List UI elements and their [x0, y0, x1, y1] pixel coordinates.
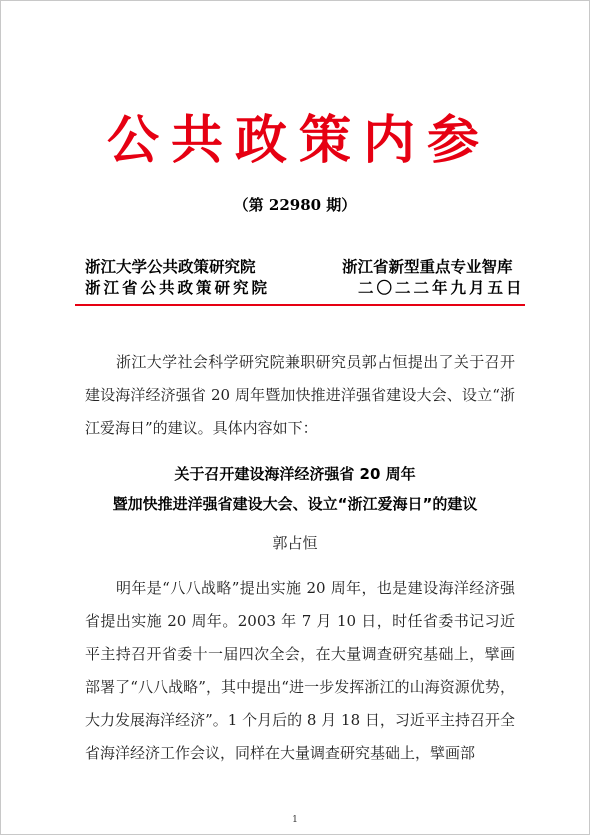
header-date: 二〇二二年九月五日	[358, 279, 525, 297]
page-number: 1	[292, 815, 298, 825]
article-title-line-2: 暨加快推进洋强省建设大会、设立“浙江爱海日”的建议	[112, 495, 478, 513]
issue-number: （第 22980 期）	[233, 196, 357, 214]
header-org-left-1: 浙江大学公共政策研究院	[85, 258, 256, 276]
header-org-left-2: 浙江省公共政策研究院	[85, 279, 271, 297]
article-paragraph: 明年是“八八战略”提出实施 20 周年，也是建设海洋经济强省提出实施 20 周年。2003 年 7 月 10 日，时任省委书记习近平主持召开省委十一届四次全会，在大量调查研究基础上，擘画部署了“八八战略”，其中提出“进一步发挥浙江的山海资源优势，大力发展海洋经济”。1 个月后的 8 月 18 日，习近平主持召开全省海洋经济工作会议，同样在大量调查研究基础上，擘画部	[85, 579, 515, 762]
intro-paragraph: 浙江大学社会科学研究院兼职研究员郭占恒提出了关于召开建设海洋经济强省 20 周年暨加快推进洋强省建设大会、设立“浙江爱海日”的建议。具体内容如下：	[85, 353, 515, 437]
header-org-right-1: 浙江省新型重点专业智库	[342, 258, 513, 276]
article-author: 郭占恒	[272, 534, 318, 552]
masthead-title: 公共政策内参	[106, 110, 491, 171]
header-divider	[75, 304, 525, 306]
article-title-line-1: 关于召开建设海洋经济强省 20 周年	[174, 465, 416, 483]
